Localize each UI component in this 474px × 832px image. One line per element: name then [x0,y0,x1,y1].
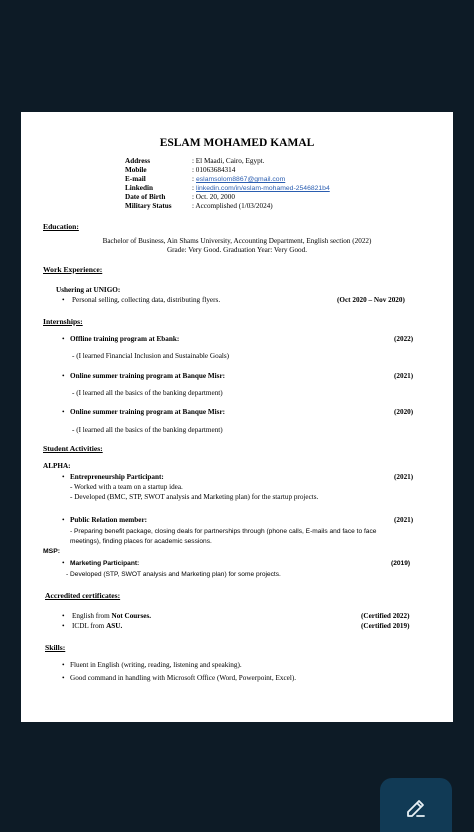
skill-item: Fluent in English (writing, reading, listening and speaking). [70,661,242,669]
certificate-text: ICDL from [72,622,107,630]
education-heading: Education: [43,222,79,231]
bullet: • [62,612,65,620]
internship-note: - (I learned all the basics of the banking department) [72,389,223,397]
bullet: • [62,661,65,669]
linkedin-link[interactable]: linkedin.com/in/eslam-mohamed-2546821b4 [196,185,330,192]
internship-title: Online summer training program at Banque Misr: [70,372,226,380]
contact-label-military: Military Status [125,202,172,210]
contact-label-dob: Date of Birth [125,193,166,201]
internships-heading: Internships: [43,317,83,326]
contact-label-address: Address [125,157,151,165]
certificate-issuer: Not Courses. [111,612,152,620]
contact-value-address: : El Maadi, Cairo, Egypt. [192,157,265,165]
contact-label-linkedin: Linkedin [125,184,153,192]
certificate-text: English from [72,612,112,620]
bullet: • [62,335,65,343]
bullet: • [62,408,65,416]
activity-title: Marketing Participant: [70,560,140,567]
education-line-1: Bachelor of Business, Ain Shams University, Accounting Department, English section (2022) [102,237,372,245]
email-link[interactable]: eslamsolom8867@gmail.com [196,176,286,183]
email-colon: : [192,175,194,183]
internship-year: (2020) [394,408,414,416]
internship-title: Offline training program at Ebank: [70,335,180,343]
certificate-item [72,622,122,631]
linkedin-colon: : [192,184,194,192]
bullet: • [62,296,65,304]
education-line-2: Grade: Very Good. Graduation Year: Very Good. [166,246,308,254]
activity-line: - Worked with a team on a startup idea. [70,483,183,491]
certificate-date: (Certified 2019) [361,622,410,630]
certificate-date: (Certified 2022) [361,612,410,620]
internship-year: (2022) [394,335,414,343]
contact-value-dob: : Oct. 20, 2000 [192,193,235,201]
internship-note: - (I learned all the basics of the banking department) [72,426,223,434]
bullet: • [62,674,65,682]
edit-fab-button[interactable] [380,778,452,832]
internship-note: - (I learned Financial Inclusion and Sustainable Goals) [72,352,230,360]
activity-title: Public Relation member: [70,516,148,524]
activity-year: (2019) [391,560,411,567]
internship-year: (2021) [394,372,414,380]
activity-title: Entrepreneurship Participant: [70,473,164,481]
contact-value-mobile: : 01063684314 [192,166,236,174]
work-heading: Work Experience: [43,265,103,274]
activity-line: meetings), finding places for academic sessions. [70,538,212,545]
work-item: Personal selling, collecting data, distributing flyers. [72,296,221,304]
certificates-heading: Accredited certificates: [45,591,121,600]
bullet: • [62,559,65,567]
internship-title: Online summer training program at Banque Misr: [70,408,226,416]
bullet: • [62,516,65,524]
work-date: (Oct 2020 – Nov 2020) [337,296,405,304]
activity-year: (2021) [394,516,414,524]
skill-item: Good command in handling with Microsoft Office (Word, Powerpoint, Excel). [70,674,297,682]
bullet: • [62,473,65,481]
activity-year: (2021) [394,473,414,481]
contact-label-mobile: Mobile [125,166,147,174]
activities-heading: Student Activities: [43,444,103,453]
contact-label-email: E-mail [125,175,146,183]
certificate-issuer: ASU. [106,622,123,630]
resume-name: ESLAM MOHAMED KAMAL [159,137,315,149]
resume-page [21,112,453,722]
activity-line: - Developed (STP, SWOT analysis and Marketing plan) for some projects. [66,571,281,578]
msp-label: MSP: [43,548,60,555]
bullet: • [62,622,65,630]
activity-line: - Developed (BMC, STP, SWOT analysis and Marketing plan) for the startup projects. [70,493,319,501]
alpha-label: ALPHA: [43,462,71,470]
activity-line: - Preparing benefit package, closing deals for partnerships through (phone calls, E-mails and face to face [70,528,377,535]
work-company: Ushering at UNIGO: [56,286,121,294]
bullet: • [62,372,65,380]
skills-heading: Skills: [45,643,66,652]
certificate-item [72,612,151,621]
contact-value-military: : Accomplished (1/03/2024) [192,202,273,210]
edit-pen-icon [404,796,428,820]
